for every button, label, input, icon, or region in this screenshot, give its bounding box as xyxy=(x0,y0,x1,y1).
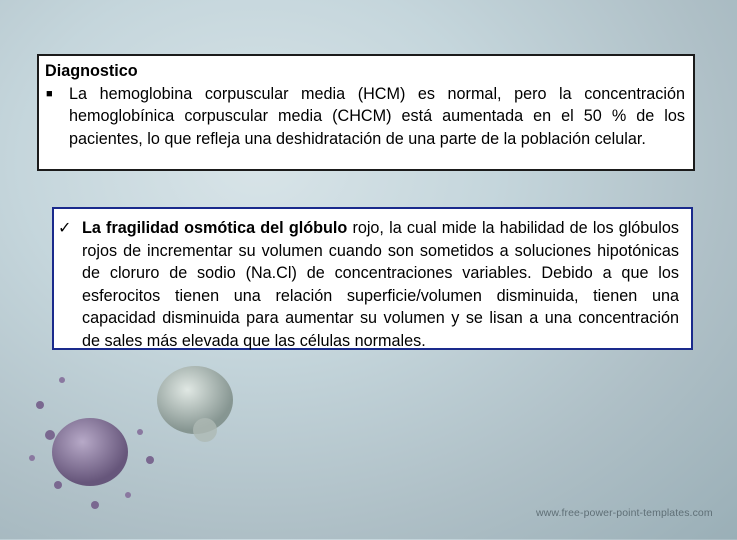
osmotic-fragility-box xyxy=(52,207,693,350)
diagnosis-bullet xyxy=(45,83,685,151)
diagnosis-bullet-text: La hemoglobina corpuscular media (HCM) es normal, pero la concentración hemoglobínica corpuscular media (CHCM) está aumentada en el 50 % de los pacientes, lo que refleja una deshidratación de una parte de la población celular. xyxy=(69,84,685,148)
diagnosis-box xyxy=(37,54,695,171)
blood-cells-illustration xyxy=(0,340,300,540)
osmotic-fragility-bullet xyxy=(58,217,679,352)
purple-cell-shape xyxy=(52,418,128,486)
square-bullet-icon: ■ xyxy=(46,87,53,100)
osmotic-fragility-paragraph xyxy=(82,217,679,352)
osmotic-fragility-text: rojo, la cual mide la habilidad de los glóbulos rojos de incrementar su volumen cuando son sometidos a soluciones hipotónicas de cloruro de sodio (Na.Cl) de concentraciones variables. Debido a que los esferocitos tienen una relación superficie/volumen disminuida, tienen una capacidad disminuida para aumentar su volumen y se lisan a una concentración de sales más elevada que las células normales. xyxy=(82,219,680,350)
footer-website-url: www.free-power-point-templates.com xyxy=(536,507,713,519)
check-icon: ✓ xyxy=(58,219,72,237)
osmotic-fragility-lead: La fragilidad osmótica del glóbulo xyxy=(82,219,348,237)
diagnosis-heading: Diagnostico xyxy=(45,62,138,80)
